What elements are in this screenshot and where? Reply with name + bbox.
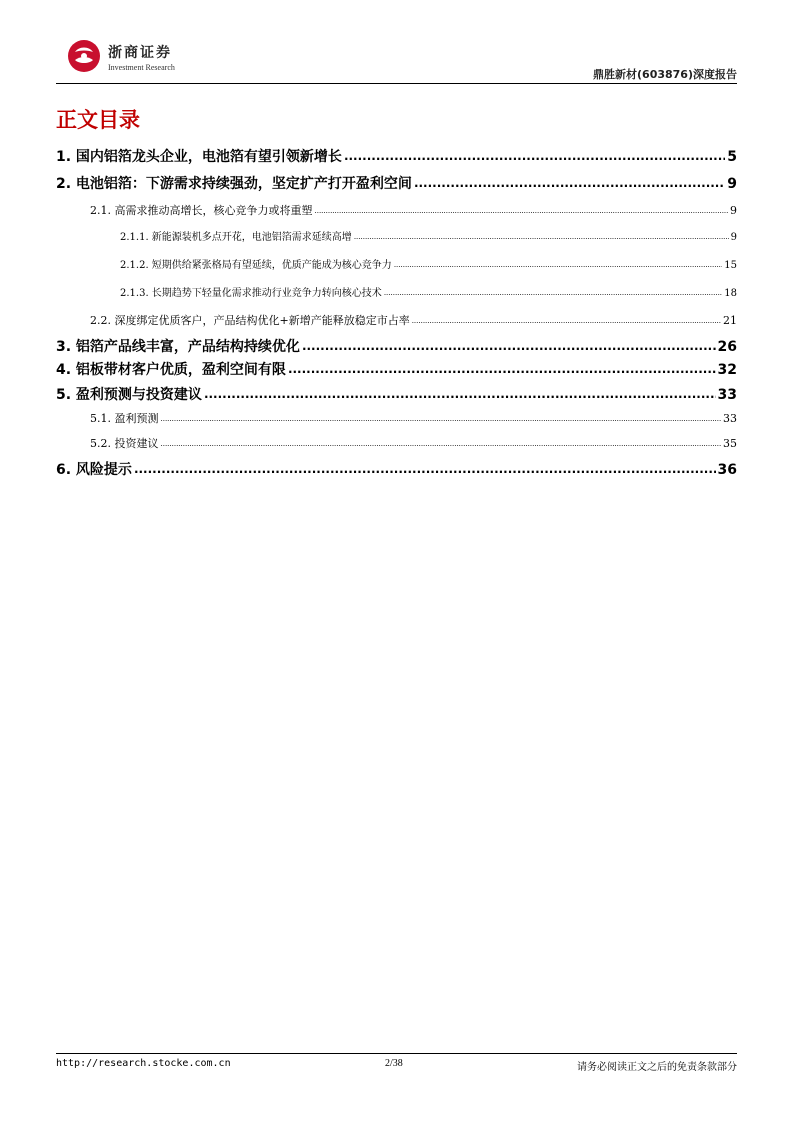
dot-leader (412, 317, 721, 325)
toc-entry[interactable] (56, 228, 737, 243)
page-header (56, 34, 737, 84)
disclaimer-note: 请务必阅读正文之后的免责条款部分 (577, 1062, 737, 1073)
toc-entry[interactable] (56, 459, 737, 479)
toc-entry[interactable] (56, 410, 737, 426)
dot-leader (354, 233, 729, 241)
toc-entry[interactable] (56, 202, 737, 218)
toc-entry-page: 9 (727, 176, 737, 192)
toc-entry[interactable] (56, 284, 737, 299)
toc-entry-page: 9 (730, 232, 737, 243)
toc-entry-label: 5.1. 盈利预测 (90, 412, 159, 425)
company-logo-icon (66, 38, 102, 74)
toc-entry-page: 26 (717, 339, 737, 355)
toc-entry-label: 2.1.2. 短期供给紧张格局有望延续，优质产能成为核心竞争力 (120, 260, 392, 271)
toc-entry-label: 2.2. 深度绑定优质客户，产品结构优化+新增产能释放稳定市占率 (90, 314, 410, 327)
toc-entry-label: 3. 铝箔产品线丰富，产品结构持续优化 (56, 339, 300, 355)
header-divider (56, 83, 737, 84)
toc-entry[interactable] (56, 173, 737, 193)
report-title: 鼎胜新材(603876)深度报告 (593, 68, 737, 81)
dot-leader (315, 207, 729, 215)
toc-entry-page: 15 (724, 260, 737, 271)
brand-name-cn: 浙商证券 (108, 45, 172, 61)
footer-divider (56, 1053, 737, 1054)
dot-leader (384, 289, 722, 297)
toc-entry-label: 1. 国内铝箔龙头企业，电池箔有望引领新增长 (56, 149, 342, 165)
toc-entry-page: 32 (717, 362, 737, 378)
dot-leader (302, 339, 716, 353)
toc-entry-page: 36 (717, 462, 737, 478)
toc-entry-label: 2. 电池铝箔：下游需求持续强劲，坚定扩产打开盈利空间 (56, 176, 412, 192)
toc-entry-label: 2.1. 高需求推动高增长，核心竞争力或将重塑 (90, 204, 313, 217)
toc-entry-label: 2.1.1. 新能源装机多点开花，电池铝箔需求延续高增 (120, 232, 352, 243)
toc-entry-label: 2.1.3. 长期趋势下轻量化需求推动行业竞争力转向核心技术 (120, 288, 382, 299)
dot-leader (134, 462, 716, 476)
toc-entry-page: 33 (717, 387, 737, 403)
dot-leader (344, 149, 725, 163)
brand-name-en: Investment Research (108, 63, 175, 72)
toc-heading: 正文目录 (56, 108, 140, 132)
page-number: 2/38 (385, 1058, 403, 1069)
toc-entry[interactable] (56, 336, 737, 356)
toc-entry-page: 33 (723, 412, 737, 425)
toc-entry[interactable] (56, 435, 737, 451)
toc-entry[interactable] (56, 359, 737, 379)
dot-leader (394, 261, 722, 269)
toc-entry-page: 18 (724, 288, 737, 299)
dot-leader (288, 362, 716, 376)
toc-entry-page: 35 (723, 437, 737, 450)
toc-entry-label: 6. 风险提示 (56, 462, 132, 478)
toc-entry-page: 21 (723, 314, 737, 327)
toc-entry-page: 9 (730, 204, 737, 217)
dot-leader (414, 176, 725, 190)
toc-entry[interactable] (56, 312, 737, 328)
dot-leader (161, 415, 722, 423)
toc-entry-page: 5 (727, 149, 737, 165)
toc-entry[interactable] (56, 384, 737, 404)
toc-entry[interactable] (56, 146, 737, 166)
toc-entry[interactable] (56, 256, 737, 271)
dot-leader (204, 387, 716, 401)
toc-entry-label: 5.2. 投资建议 (90, 437, 159, 450)
toc-entry-label: 4. 铝板带材客户优质，盈利空间有限 (56, 362, 286, 378)
dot-leader (161, 440, 722, 448)
toc-entry-label: 5. 盈利预测与投资建议 (56, 387, 202, 403)
footer-url-link[interactable]: http://research.stocke.com.cn (56, 1058, 231, 1069)
